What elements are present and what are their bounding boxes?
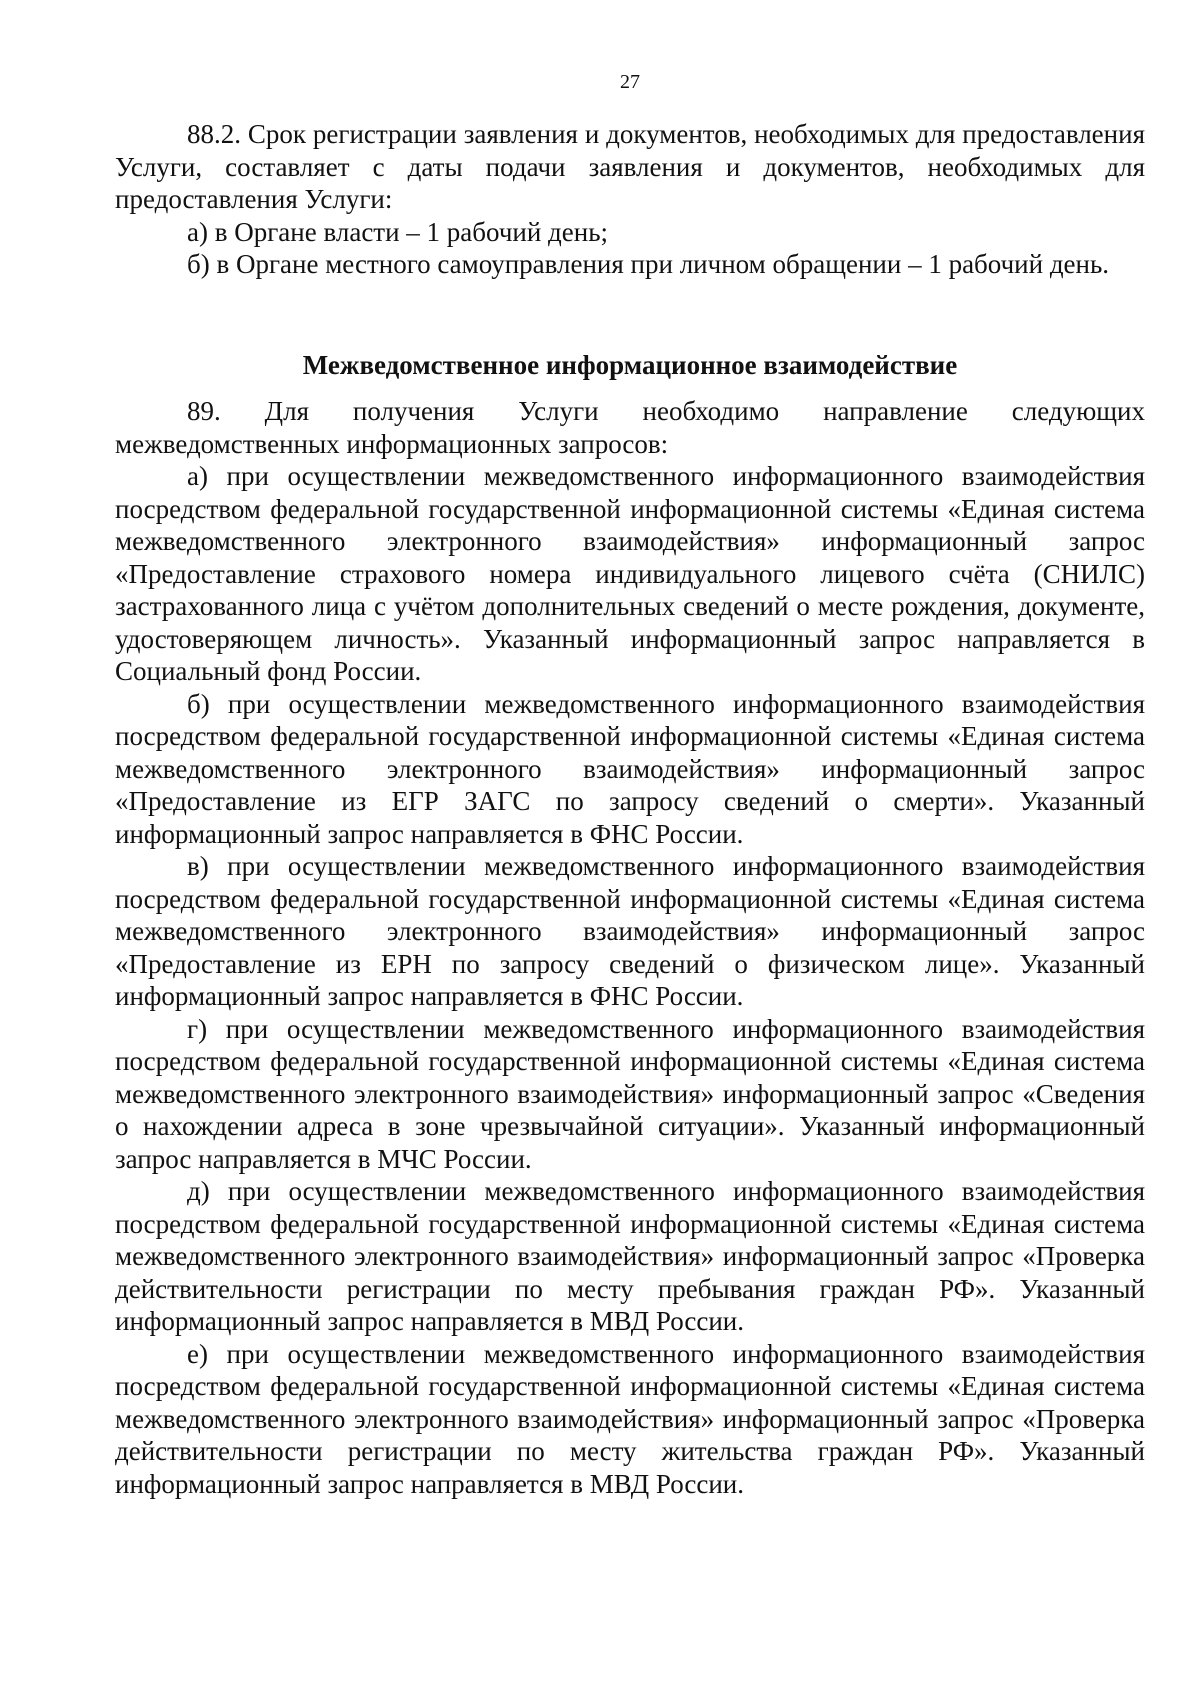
page-number: 27	[620, 71, 640, 93]
paragraph-88-2: 88.2. Срок регистрации заявления и документов, необходимых для предоставления Услуги, составляет с даты подачи заявления и документов, необходимых для предоставления Услуги:	[115, 119, 1145, 214]
paragraph-88-2-item-b: б) в Органе местного самоуправления при личном обращении – 1 рабочий день.	[187, 249, 1110, 279]
paragraph-89-item-e: е) при осуществлении межведомственного информационного взаимодействия посредством федеральной государственной информационной системы «Единая система межведомственного электронного взаимодействия» информационный запрос «Проверка действительности регистрации по месту жительства граждан РФ». Указанный информационный запрос направляется в МВД России.	[115, 1338, 1145, 1499]
paragraph-89: 89. Для получения Услуги необходимо направление следующих межведомственных информационных запросов:	[115, 396, 1145, 459]
paragraph-89-item-a: а) при осуществлении межведомственного информационного взаимодействия посредством федеральной государственной информационной системы «Единая система межведомственного электронного взаимодействия» информационный запрос «Предоставление страхового номера индивидуального лицевого счёта (СНИЛС) застрахованного лица с учётом дополнительных сведений о месте рождения, документе, удостоверяющем личность». Указанный информационный запрос направляется в Социальный фонд России.	[115, 461, 1145, 686]
paragraph-89-item-g: г) при осуществлении межведомственного информационного взаимодействия посредством федеральной государственной информационной системы «Единая система межведомственного электронного взаимодействия» информационный запрос «Сведения о нахождении адреса в зоне чрезвычайной ситуации». Указанный информационный запрос направляется в МЧС России.	[115, 1013, 1145, 1174]
paragraph-89-item-b: б) при осуществлении межведомственного информационного взаимодействия посредством федеральной государственной информационной системы «Единая система межведомственного электронного взаимодействия» информационный запрос «Предоставление из ЕГР ЗАГС по запросу сведений о смерти». Указанный информационный запрос направляется в ФНС России.	[115, 688, 1145, 849]
paragraph-89-item-d: д) при осуществлении межведомственного информационного взаимодействия посредством федеральной государственной информационной системы «Единая система межведомственного электронного взаимодействия» информационный запрос «Проверка действительности регистрации по месту пребывания граждан РФ». Указанный информационный запрос направляется в МВД России.	[115, 1176, 1145, 1336]
section-spacer	[115, 281, 1145, 349]
document-body	[115, 118, 1145, 1500]
section-heading: Межведомственное информационное взаимодействие	[302, 349, 958, 380]
paragraph-88-2-item-a: а) в Органе власти – 1 рабочий день;	[187, 216, 609, 247]
paragraph-89-item-v: в) при осуществлении межведомственного информационного взаимодействия посредством федеральной государственной информационной системы «Единая система межведомственного электронного взаимодействия» информационный запрос «Предоставление из ЕРН по запросу сведений о физическом лице». Указанный информационный запрос направляется в ФНС России.	[115, 851, 1145, 1011]
